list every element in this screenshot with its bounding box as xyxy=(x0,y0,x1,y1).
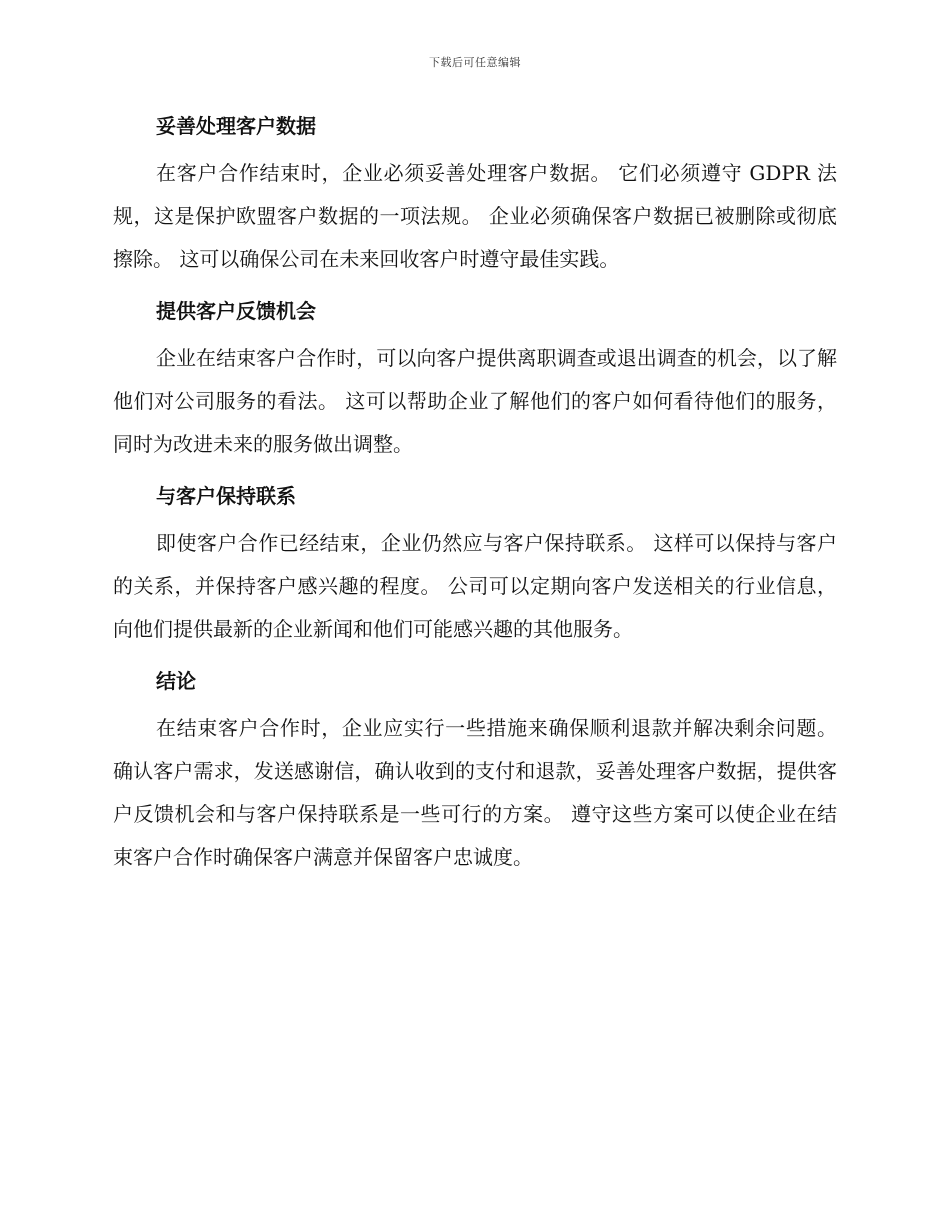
section-paragraph: 在结束客户合作时，企业应实行一些措施来确保顺利退款并解决剩余问题。 确认客户需求，发送感谢信，确认收到的支付和退款，妥善处理客户数据，提供客户反馈机会和与客户保持联系是一些可行的方案。 遵守这些方案可以使企业在结束客户合作时确保客户满意并保留客户忠诚度。 xyxy=(113,716,837,869)
section-feedback xyxy=(113,289,837,466)
section-keep-contact xyxy=(113,474,837,651)
section-paragraph: 企业在结束客户合作时，可以向客户提供离职调查或退出调查的机会，以了解他们对公司服务的看法。 这可以帮助企业了解他们的客户如何看待他们的服务，同时为改进未来的服务做出调整。 xyxy=(113,346,837,456)
section-heading: 结论 xyxy=(156,669,196,693)
section-heading: 妥善处理客户数据 xyxy=(156,114,316,138)
section-customer-data xyxy=(113,104,837,281)
section-heading: 与客户保持联系 xyxy=(156,484,296,508)
document-body xyxy=(113,104,837,887)
section-paragraph: 在客户合作结束时，企业必须妥善处理客户数据。 它们必须遵守 GDPR 法规，这是保护欧盟客户数据的一项法规。 企业必须确保客户数据已被删除或彻底擦除。 这可以确保公司在未来回收客户时遵守最佳实践。 xyxy=(113,161,837,271)
section-heading: 提供客户反馈机会 xyxy=(156,299,316,323)
section-paragraph: 即使客户合作已经结束，企业仍然应与客户保持联系。 这样可以保持与客户的关系，并保持客户感兴趣的程度。 公司可以定期向客户发送相关的行业信息，向他们提供最新的企业新闻和他们可能感兴趣的其他服务。 xyxy=(113,531,837,641)
section-conclusion xyxy=(113,659,837,879)
header-note: 下载后可任意编辑 xyxy=(429,56,521,69)
